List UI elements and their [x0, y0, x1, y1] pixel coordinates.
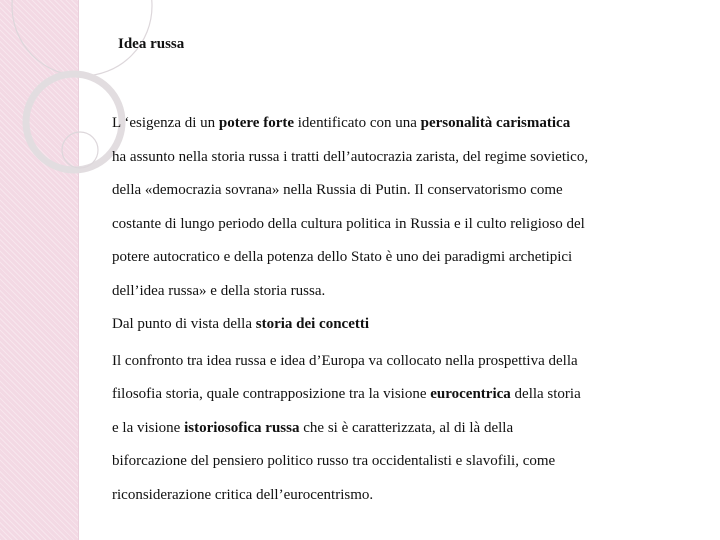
text-segment: riconsiderazione critica dell’eurocentrismo.	[112, 486, 374, 503]
text-segment: filosofia storia, quale contrapposizione tra la visione	[112, 386, 431, 402]
text-line-8	[112, 345, 696, 379]
text-line-5	[112, 241, 696, 275]
text-segment: che si è caratterizzata, al di là della	[299, 419, 514, 436]
text-line-6	[112, 275, 696, 309]
text-segment: dell’idea russa» e della storia russa.	[112, 282, 326, 299]
bold-phrase-storia-dei-concetti: storia dei concetti	[255, 316, 370, 332]
slide-title: Idea russa	[118, 36, 185, 52]
text-line-2	[112, 141, 696, 175]
text-segment: della «democrazia sovrana» nella Russia di Putin. Il conservatorismo come	[112, 182, 563, 198]
text-line-10	[112, 412, 696, 446]
text-line-4	[112, 208, 696, 242]
text-segment: identificato con una	[294, 115, 421, 131]
text-line-9	[112, 378, 696, 412]
text-segment: costante di lungo periodo della cultura politica in Russia e il culto religioso del	[112, 215, 585, 232]
bold-phrase-eurocentrica: eurocentrica	[430, 386, 511, 402]
decorative-side-panel	[0, 0, 79, 540]
text-segment: biforcazione del pensiero politico russo tra occidentalisti e slavofili, come	[112, 453, 556, 469]
text-segment: ha assunto nella storia russa i tratti dell’autocrazia zarista, del regime sovietico,	[112, 148, 589, 165]
text-line-1	[112, 107, 696, 141]
text-line-12	[112, 479, 696, 513]
text-segment: Il confronto tra idea russa e idea d’Europa va collocato nella prospettiva della	[112, 352, 578, 369]
bold-phrase-potere-forte: potere forte	[218, 115, 295, 131]
text-segment: della storia	[510, 386, 581, 402]
text-line-3	[112, 174, 696, 208]
bold-phrase-personalita-carismatica: personalità carismatica	[420, 115, 571, 131]
slide-body	[112, 107, 696, 512]
text-segment: Dal punto di vista della	[112, 316, 256, 332]
bold-phrase-istoriosofica-russa: istoriosofica russa	[184, 419, 300, 436]
text-segment: e la visione	[112, 419, 185, 436]
text-segment: potere autocratico e della potenza dello Stato è uno dei paradigmi archetipici	[112, 249, 573, 265]
text-segment: L ‘esigenza di un	[112, 115, 219, 131]
text-line-11	[112, 445, 696, 479]
text-line-7	[112, 308, 696, 342]
